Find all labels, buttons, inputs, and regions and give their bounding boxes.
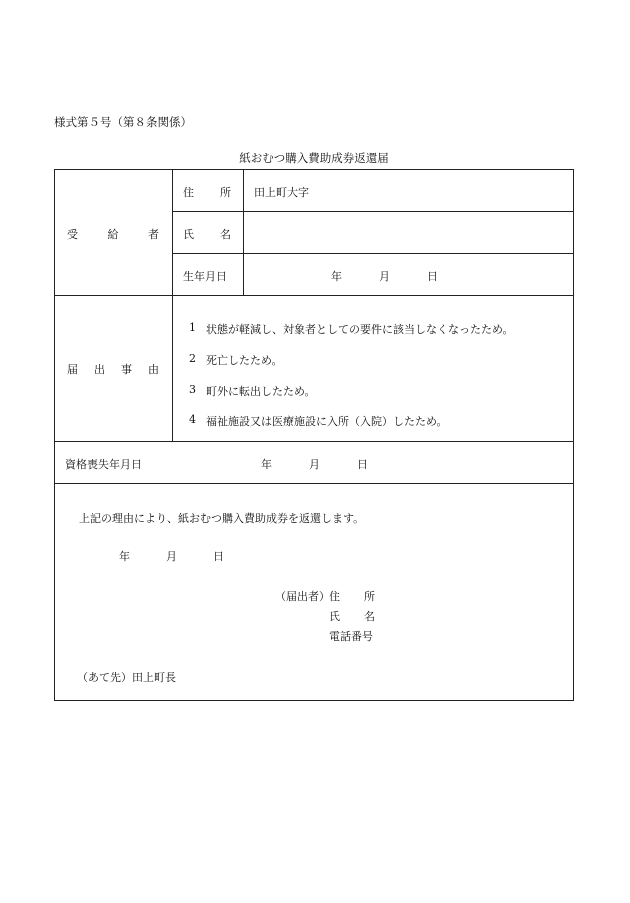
- reason-item-2-text: 死亡したため。: [206, 354, 283, 367]
- declaration-day-unit: 日: [213, 550, 224, 563]
- divider-recipient-row1: [173, 211, 573, 212]
- recipient-label-char-3: 者: [148, 228, 159, 241]
- recipient-label-char-2: 給: [107, 228, 119, 241]
- name-label: [183, 226, 231, 242]
- notifier-name-char-2: 名: [364, 610, 375, 623]
- form-number: 様式第５号（第８条関係）: [54, 115, 192, 129]
- loss-day-unit: 日: [357, 458, 368, 471]
- birth-day-unit: 日: [427, 270, 438, 283]
- address-value[interactable]: 田上町大字: [254, 186, 309, 199]
- divider-vertical-recipient: [243, 170, 244, 295]
- reason-label: [67, 361, 159, 377]
- reason-item-2-number: 2: [189, 352, 196, 365]
- notifier-prefix: （届出者）: [275, 590, 330, 603]
- divider-recipient-row2: [173, 253, 573, 254]
- notifier-address-char-2: 所: [364, 590, 375, 603]
- notifier-name-label: [329, 608, 375, 624]
- reason-label-char-3: 事: [121, 363, 132, 376]
- declaration-month-unit: 月: [166, 550, 177, 563]
- document-title: 紙おむつ購入費助成券返還届: [239, 151, 389, 165]
- address-label-char-1: 住: [183, 186, 194, 199]
- reason-item-4-text: 福祉施設又は医療施設に入所（入院）したため。: [206, 415, 448, 428]
- reason-item-3-text: 町外に転出したため。: [206, 385, 316, 398]
- reason-label-char-1: 届: [67, 363, 78, 376]
- reason-item-1-number: 1: [189, 321, 196, 334]
- recipient-addressee: （あて先）田上町長: [77, 671, 176, 684]
- notifier-name-char-1: 氏: [329, 610, 340, 623]
- notifier-address-label: [329, 588, 375, 604]
- birth-month-unit: 月: [379, 270, 390, 283]
- recipient-label: [67, 226, 159, 242]
- divider-section-2: [55, 441, 573, 442]
- reason-label-char-2: 出: [94, 363, 105, 376]
- divider-section-1: [55, 295, 573, 296]
- birth-year-unit: 年: [331, 270, 342, 283]
- divider-section-3: [55, 483, 573, 484]
- reason-item-1-text: 状態が軽減し、対象者としての要件に該当しなくなったため。: [206, 323, 514, 336]
- address-label: [183, 184, 231, 200]
- address-label-char-2: 所: [220, 186, 231, 199]
- name-label-char-2: 名: [220, 228, 231, 241]
- name-label-char-1: 氏: [183, 228, 194, 241]
- declaration-statement: 上記の理由により、紙おむつ購入費助成券を返還します。: [79, 512, 365, 525]
- loss-date-label: 資格喪失年月日: [65, 458, 142, 471]
- reason-label-char-4: 由: [148, 363, 159, 376]
- notifier-phone-label: 電話番号: [329, 630, 373, 643]
- notifier-address-char-1: 住: [329, 590, 340, 603]
- loss-year-unit: 年: [261, 458, 272, 471]
- declaration-year-unit: 年: [119, 550, 130, 563]
- birth-date-label: 生年月日: [183, 270, 227, 283]
- reason-item-4-number: 4: [189, 413, 196, 426]
- reason-item-3-number: 3: [189, 383, 196, 396]
- recipient-label-char-1: 受: [67, 228, 78, 241]
- loss-month-unit: 月: [309, 458, 320, 471]
- form-frame: [54, 169, 574, 701]
